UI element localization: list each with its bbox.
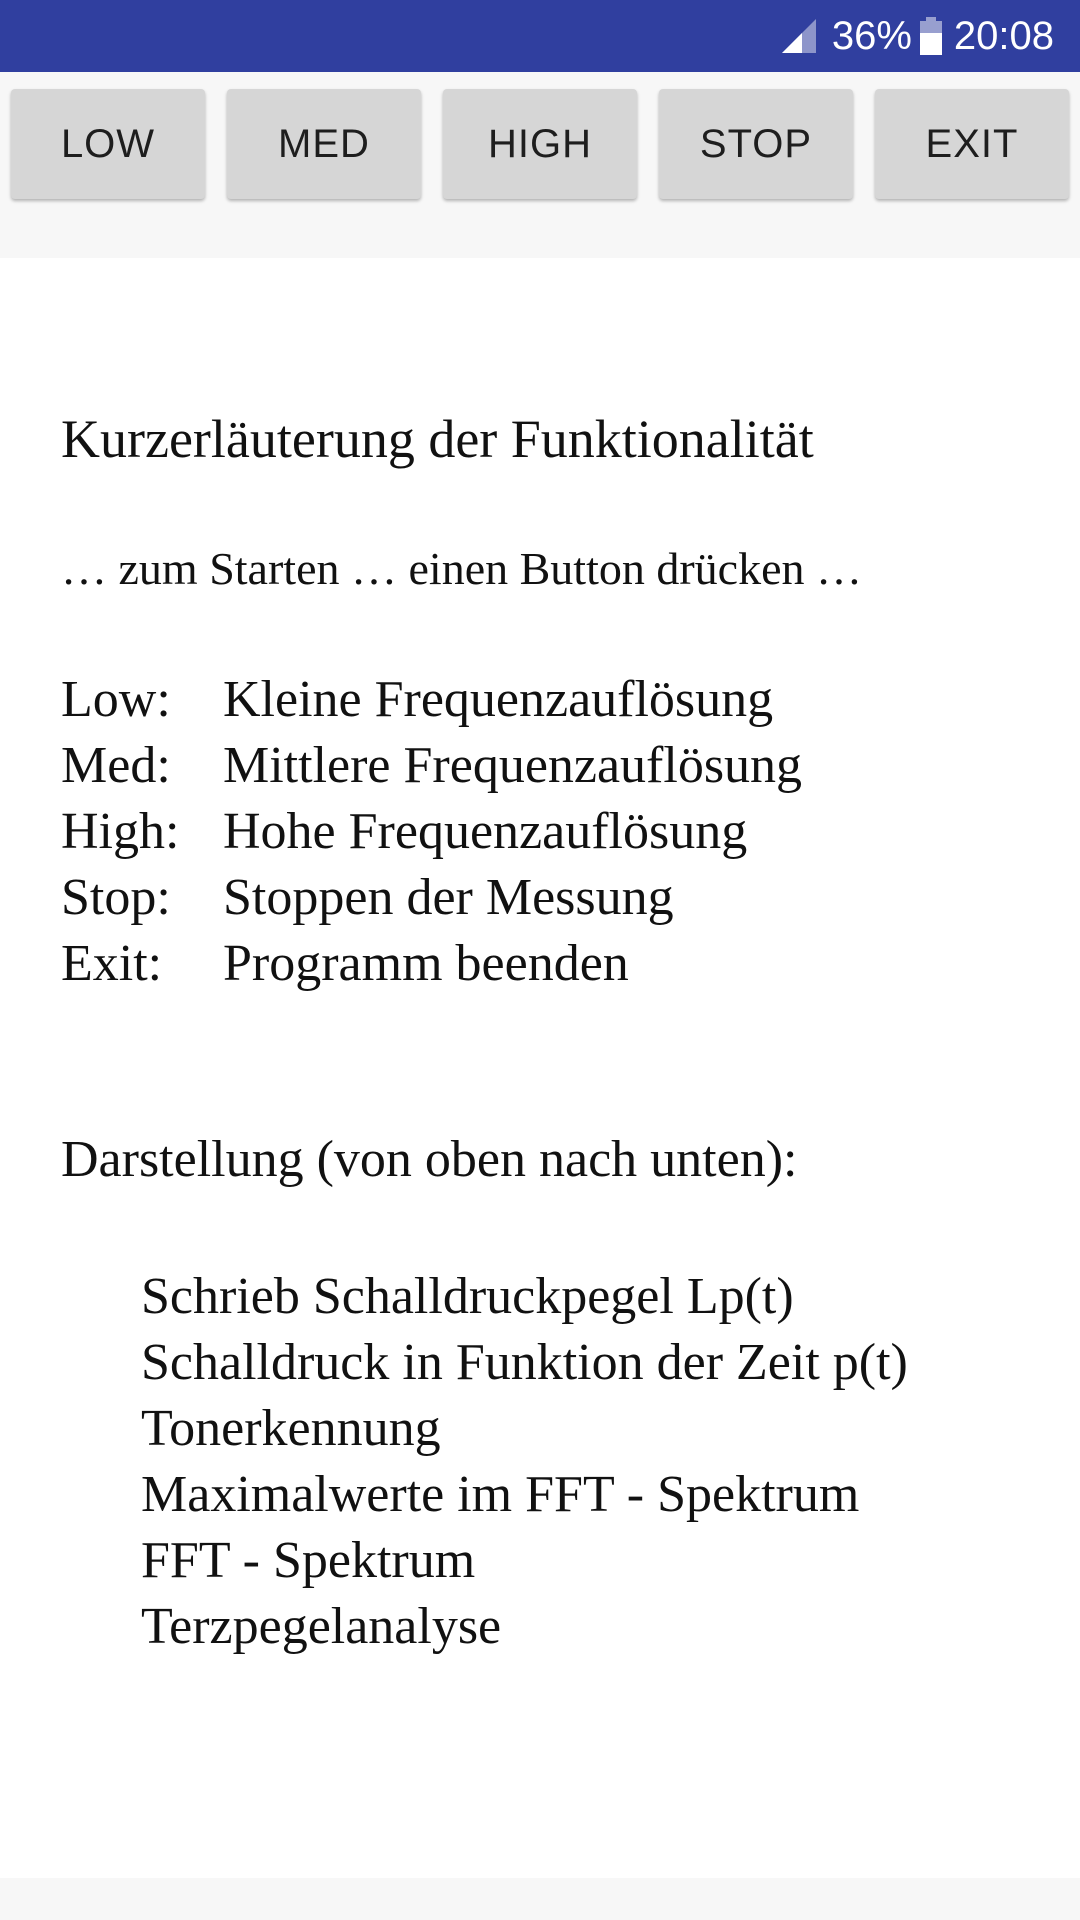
clock: 20:08 [953, 13, 1054, 58]
med-button[interactable]: MED [227, 89, 421, 199]
intro-text: … zum Starten … einen Button drücken … [61, 543, 863, 594]
legend-key: Med: [61, 736, 171, 794]
display-list [141, 1263, 908, 1659]
legend-key: Stop: [61, 868, 171, 926]
display-section-title: Darstellung (von oben nach unten): [61, 1131, 798, 1188]
status-bar [0, 0, 1080, 72]
legend-text: Kleine Frequenzauflösung [223, 670, 774, 728]
low-button[interactable]: LOW [11, 89, 205, 199]
button-legend [61, 666, 802, 996]
legend-key: Exit: [61, 934, 163, 992]
list-item: Schrieb Schalldruckpegel Lp(t) [141, 1267, 794, 1325]
list-item: FFT - Spektrum [141, 1531, 476, 1589]
battery-icon [920, 17, 942, 55]
legend-row-stop [61, 864, 802, 930]
legend-key: High: [61, 802, 180, 860]
legend-row-low [61, 666, 802, 732]
list-item: Schalldruck in Funktion der Zeit p(t) [141, 1333, 908, 1391]
help-title: Kurzerläuterung der Funktionalität [61, 409, 814, 469]
legend-text: Programm beenden [223, 934, 629, 992]
signal-icon [780, 17, 818, 55]
legend-text: Stoppen der Messung [223, 868, 674, 926]
list-item: Tonerkennung [141, 1399, 441, 1457]
list-item: Maximalwerte im FFT - Spektrum [141, 1465, 860, 1523]
status-indicators [780, 0, 1054, 72]
legend-text: Mittlere Frequenzauflösung [223, 736, 803, 794]
help-content [0, 258, 1080, 1878]
exit-button[interactable]: EXIT [875, 89, 1069, 199]
legend-row-med [61, 732, 802, 798]
battery-percentage: 36% [831, 13, 912, 58]
legend-row-high [61, 798, 802, 864]
legend-text: Hohe Frequenzauflösung [223, 802, 748, 860]
button-bar [0, 72, 1080, 258]
high-button[interactable]: HIGH [443, 89, 637, 199]
list-item: Terzpegelanalyse [141, 1597, 502, 1655]
legend-row-exit [61, 930, 802, 996]
legend-key: Low: [61, 670, 171, 728]
stop-button[interactable]: STOP [659, 89, 853, 199]
